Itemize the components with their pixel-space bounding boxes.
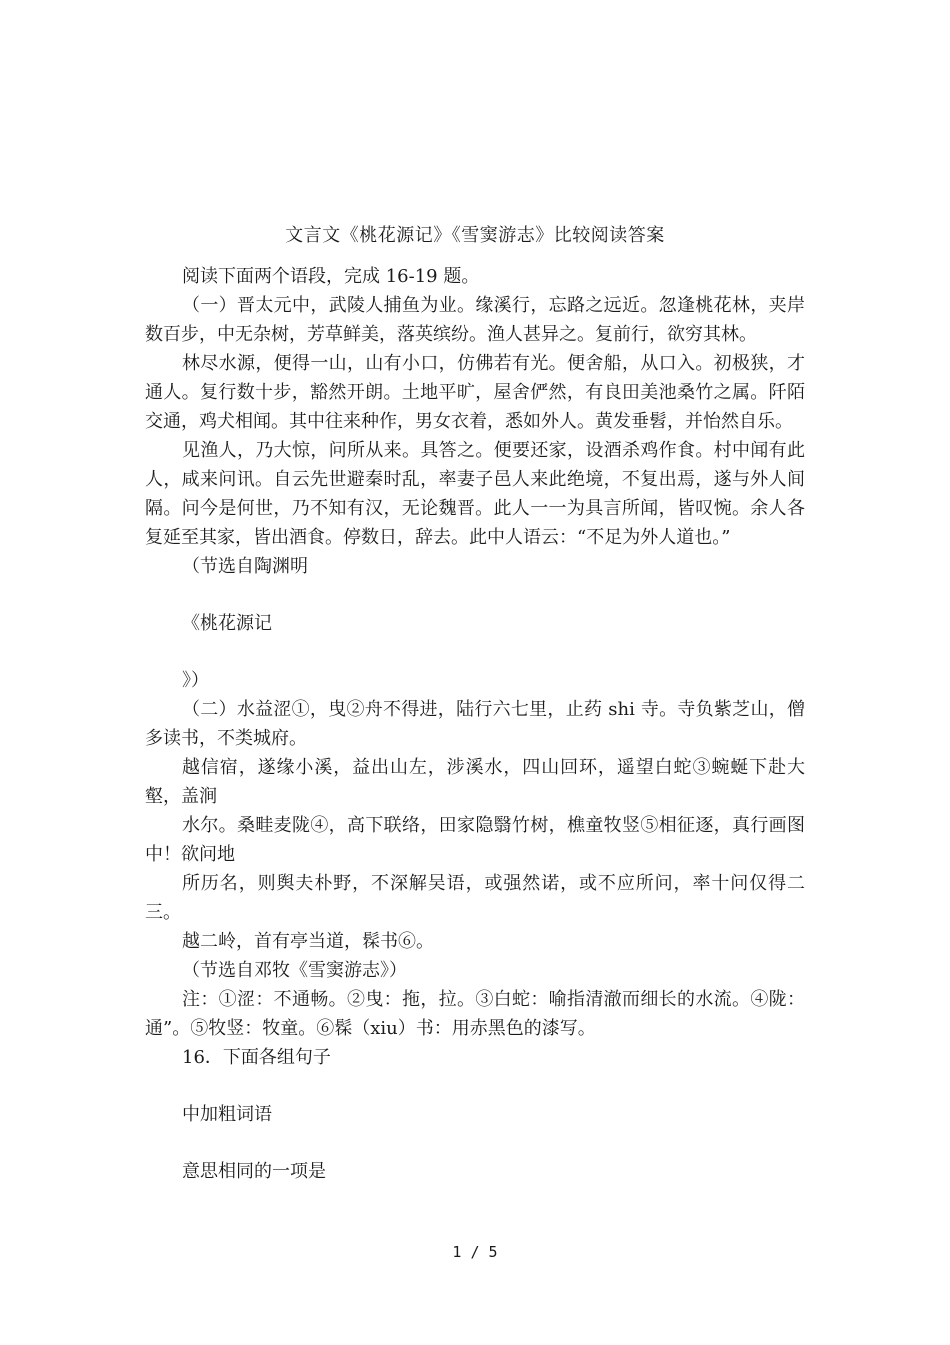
passage-two-paragraph: （二）水益涩①，曳②舟不得进，陆行六七里，止药 shi 寺。寺负紫芝山，僧多读书，不类城府。 — [145, 699, 805, 749]
passage-one-paragraph: 林尽水源，便得一山，山有小口，仿佛若有光。便舍船，从口入。初极狭，才通人。复行数十步，豁然开朗。土地平旷，屋舍俨然，有良田美池桑竹之属。阡陌交通，鸡犬相闻。其中往来种作，男女衣着，悉如外人。黄发垂髫，并怡然自乐。 — [145, 353, 805, 432]
document-title: 文言文《桃花源记》《雪窦游志》比较阅读答案 — [285, 225, 665, 246]
passage-one-paragraph: 见渔人，乃大惊，问所从来。具答之。便要还家，设酒杀鸡作食。村中闻有此人，咸来问讯。自云先世避秦时乱，率妻子邑人来此绝境，不复出焉，遂与外人间隔。问今是何世，乃不知有汉，无论魏晋。此人一一为具言所闻，皆叹惋。余人各复延至其家，皆出酒食。停数日，辞去。此中人语云：“不足为外人道也。” — [145, 440, 805, 548]
source-note: 《桃花源记 — [182, 613, 272, 634]
document-body — [145, 262, 805, 1186]
question-line: 中加粗词语 — [182, 1104, 272, 1125]
source-note: 》） — [182, 670, 209, 691]
passage-two-paragraph: 越信宿，遂缘小溪，益出山左，涉溪水，四山回环，遥望白蛇③蜿蜒下赴大壑，盖涧 — [145, 757, 805, 807]
passage-two-paragraph: 水尔。桑畦麦陇④，高下联络，田家隐翳竹树，樵童牧竖⑤相征逐，真行画图中！欲问地 — [145, 815, 805, 865]
question-line: 16．下面各组句子 — [182, 1047, 331, 1068]
passage-two-paragraph: 所历名，则舆夫朴野，不深解吴语，或强然诺，或不应所问，率十问仅得二三。 — [145, 873, 805, 923]
instruction-paragraph: 阅读下面两个语段，完成 16-19 题。 — [182, 266, 480, 287]
passage-two-paragraph: 越二岭，首有亭当道，髹书⑥。 — [182, 931, 434, 952]
page-number: 1 / 5 — [452, 1243, 498, 1261]
source-note: （节选自邓牧《雪窦游志》） — [182, 960, 407, 981]
passage-one-paragraph: （一）晋太元中，武陵人捕鱼为业。缘溪行，忘路之远近。忽逢桃花林，夹岸数百步，中无杂树，芳草鲜美，落英缤纷。渔人甚异之。复前行，欲穷其林。 — [145, 295, 805, 345]
annotation-paragraph: 注：①涩：不通畅。②曳：拖，拉。③白蛇：喻指清澈而细长的水流。④陇：通”。⑤牧竖：牧童。⑥髹（xiu）书：用赤黑色的漆写。 — [145, 989, 805, 1039]
question-line: 意思相同的一项是 — [182, 1161, 326, 1182]
source-note: （节选自陶渊明 — [182, 556, 308, 577]
